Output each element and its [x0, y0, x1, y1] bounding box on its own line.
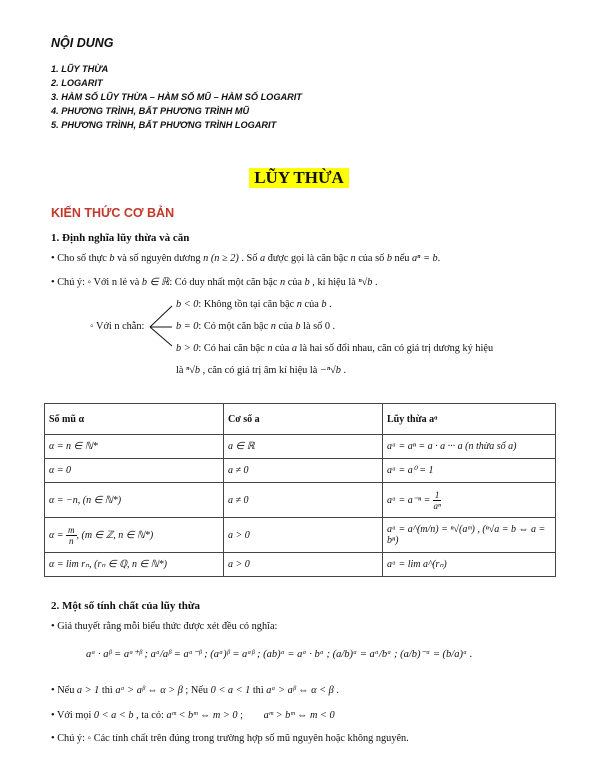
math: n — [203, 253, 209, 264]
text: Cho số thực — [57, 253, 110, 264]
table-row — [45, 483, 556, 518]
cell-power — [383, 483, 556, 518]
bullet-icon: • — [51, 253, 55, 264]
table-row — [45, 459, 556, 483]
header-exponent: Số mũ α — [45, 404, 224, 435]
math: ⁿ√b — [358, 277, 373, 288]
math: b — [109, 253, 115, 264]
table-row — [45, 553, 556, 577]
bullet-icon: • — [51, 621, 55, 632]
cell-base: a > 0 — [224, 518, 383, 553]
math: aᵐ < bᵐ ⇔ m > 0 — [166, 710, 238, 721]
math: b — [321, 299, 327, 310]
text: ; Nếu — [182, 685, 211, 696]
case-b-zero — [176, 321, 335, 332]
cell-power: aᵅ = lim a^(rₙ) — [383, 553, 556, 577]
note-line — [51, 733, 409, 744]
text: . — [326, 299, 332, 310]
text: . Số — [238, 253, 260, 264]
text: nếu — [391, 253, 412, 264]
math: aᵅ = a⁻ⁿ = — [387, 494, 433, 506]
text: Nếu — [57, 685, 77, 696]
math: b — [295, 321, 301, 332]
math: , (m ∈ ℤ, n ∈ ℕ*) — [76, 529, 154, 541]
text: . — [340, 365, 347, 376]
text: . — [333, 685, 339, 696]
header-base: Cơ số a — [224, 404, 383, 435]
text: của số — [355, 253, 387, 264]
math: −ⁿ√b — [319, 365, 341, 376]
text: được gọi là căn bậc — [265, 253, 351, 264]
math: n — [350, 253, 356, 264]
math: aᵐ > bᵐ ⇔ m < 0 — [263, 710, 335, 721]
page-heading: NỘI DUNG — [51, 36, 114, 50]
fraction — [66, 525, 77, 546]
math: α = — [49, 529, 66, 541]
definition-line — [51, 253, 440, 264]
toc-item-5: 5. PHƯƠNG TRÌNH, BẤT PHƯƠNG TRÌNH LOGARIT — [51, 120, 277, 130]
cell-exponent: α = lim rₙ, (rₙ ∈ ℚ, n ∈ ℕ*) — [45, 553, 224, 577]
text: là hai số đối nhau, căn có giá trị dương ký hiệu — [297, 343, 494, 354]
bullet-icon: • — [51, 277, 55, 288]
math: n — [270, 321, 276, 332]
math: b > 0 — [176, 343, 199, 354]
math: a > 1 — [76, 685, 100, 696]
subsection-1-title: 1. Định nghĩa lũy thừa và căn — [51, 232, 190, 244]
cell-base: a > 0 — [224, 553, 383, 577]
text: , ta có: — [133, 710, 167, 721]
text: của — [272, 343, 292, 354]
even-label: ◦ Với n chẵn: — [90, 321, 145, 332]
section-heading: KIẾN THỨC CƠ BẢN — [51, 206, 175, 220]
text: : Có một căn bậc — [198, 321, 271, 332]
text: là số 0 . — [300, 321, 336, 332]
cell-base: a ≠ 0 — [224, 483, 383, 518]
text: ; — [237, 710, 264, 721]
math: 0 < a < 1 — [210, 685, 251, 696]
numerator: m — [68, 524, 75, 535]
text: và số nguyên dương — [114, 253, 204, 264]
table-header-row — [45, 404, 556, 435]
toc-item-3: 3. HÀM SỐ LŨY THỪA – HÀM SỐ MŨ – HÀM SỐ LOGARIT — [51, 92, 302, 102]
assumption-line — [51, 621, 277, 632]
math: n — [279, 277, 286, 288]
cell-exponent: α = 0 — [45, 459, 224, 483]
denominator: n — [69, 535, 74, 546]
cell-base: a ∈ ℝ — [224, 435, 383, 459]
math: ⁿ√b — [186, 365, 201, 376]
case-b-positive — [176, 343, 493, 354]
cell-power: aᵅ = a^(m/n) = ⁿ√(aᵐ) , (ⁿ√a = b ⇔ a = bⁿ) — [383, 518, 556, 553]
note-odd-line — [51, 276, 378, 288]
branch-brace-icon — [148, 300, 174, 350]
text: . — [437, 253, 441, 264]
math: n — [296, 299, 302, 310]
case-b-positive-cont — [176, 365, 346, 376]
text: thì — [250, 685, 267, 696]
math: aᵅ > aᵝ ⇔ α > β — [115, 685, 183, 696]
text: của — [301, 299, 322, 310]
table-row — [45, 435, 556, 459]
text: của — [285, 277, 305, 288]
bullet-icon: • — [51, 710, 55, 721]
text: : Có duy nhất một căn bậc — [169, 277, 280, 288]
cell-power: aᵅ = aⁿ = a · a ··· a (n thừa số a) — [383, 435, 556, 459]
text: . — [372, 277, 378, 288]
math: 0 < a < b — [93, 710, 134, 721]
text: là — [176, 365, 187, 376]
text: , căn có giá trị âm kí hiệu là — [200, 365, 320, 376]
bullet-icon: • — [51, 685, 55, 696]
case-b-negative — [176, 299, 332, 310]
text: Chú ý: ◦ Các tính chất trên đúng trong trường hợp số mũ nguyên hoặc không nguyên. — [57, 733, 409, 744]
text: , kí hiệu là — [309, 277, 359, 288]
cell-exponent: α = n ∈ ℕ* — [45, 435, 224, 459]
math: a — [259, 253, 266, 264]
math: n — [267, 343, 273, 354]
text: của — [275, 321, 296, 332]
fraction — [433, 490, 442, 511]
math: b — [304, 277, 310, 288]
math: (n ≥ 2) — [208, 253, 239, 264]
text: thì — [99, 685, 116, 696]
text: Chú ý: ◦ Với n lẻ và — [57, 277, 142, 288]
cell-power: aᵅ = a⁰ = 1 — [383, 459, 556, 483]
monotonic-line — [51, 685, 339, 696]
numerator: 1 — [434, 489, 440, 500]
toc-item-1: 1. LŨY THỪA — [51, 64, 109, 74]
math: a — [291, 343, 298, 354]
power-definition-table — [44, 403, 556, 577]
bullet-icon: • — [51, 733, 55, 744]
text: Giả thuyết rằng mỗi biểu thức được xét đều có nghĩa: — [57, 621, 278, 632]
chapter-title: LŨY THỪA — [249, 168, 349, 188]
math: b = 0 — [176, 321, 199, 332]
header-power: Lũy thừa aᵅ — [383, 404, 556, 435]
compare-line — [51, 710, 335, 721]
cell-base: a ≠ 0 — [224, 459, 383, 483]
toc-item-4: 4. PHƯƠNG TRÌNH, BẤT PHƯƠNG TRÌNH MŨ — [51, 106, 250, 116]
table-row — [45, 518, 556, 553]
text: : Không tồn tại căn bậc — [198, 299, 297, 310]
math: aᵅ > aᵝ ⇔ α < β — [266, 685, 334, 696]
cell-exponent: α = −n, (n ∈ ℕ*) — [45, 483, 224, 518]
subsection-2-title: 2. Một số tính chất của lũy thừa — [51, 600, 200, 612]
text: Với mọi — [57, 710, 94, 721]
toc-item-2: 2. LOGARIT — [51, 78, 103, 88]
math: aⁿ = b — [411, 253, 438, 264]
properties-formula: aᵅ · aᵝ = aᵅ⁺ᵝ ; aᵅ/aᵝ = aᵅ⁻ᵝ ; (aᵅ)ᵝ = aᵅᵝ ; (ab)ᵅ = aᵅ · bᵅ ; (a/b)ᵅ = aᵅ/bᵅ ; (a/b)⁻ᵅ = (b/a)ᵅ . — [86, 649, 473, 660]
cell-exponent — [45, 518, 224, 553]
denominator: aⁿ — [433, 500, 441, 511]
math: b — [386, 253, 392, 264]
text: : Có hai căn bậc — [198, 343, 268, 354]
math: b ∈ ℝ — [141, 277, 170, 288]
math: b < 0 — [176, 299, 199, 310]
